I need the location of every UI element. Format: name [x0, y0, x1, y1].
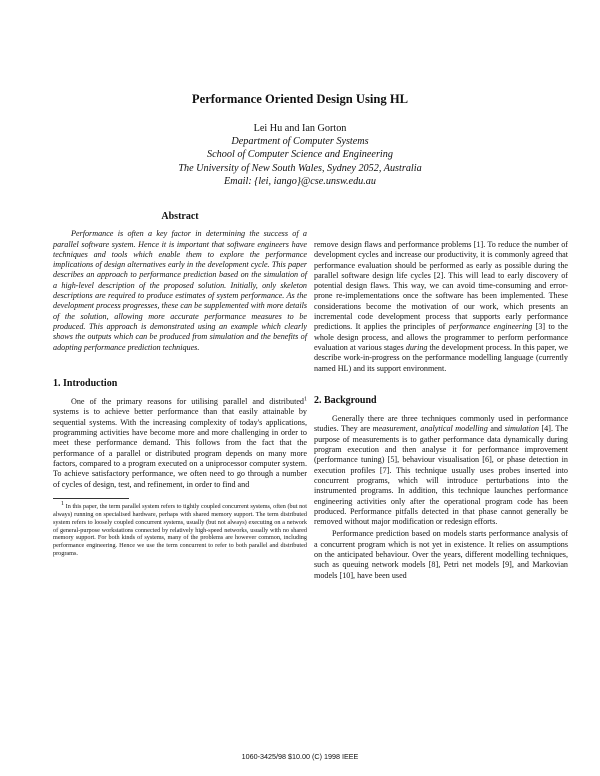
bg1-text-d: [4]. The purpose of measurements is to gather performance data dynamically during program execution and then analyse it for performance improvement (performance tuning) [5], behaviour visualisation [6], or phase detection in execution profiles [7]. This technique usually uses probes inserted into concurrent programs, which will introduce perturbations into the instrumented programs. In addition, this technique launches performance engineering activities only after the operational program code has been produced. Performance pitfalls detected in that phase cannot generally be removed without major modification or redesign efforts. — [314, 424, 568, 527]
intro-text-a: One of the primary reasons for utilising parallel and distributed — [71, 397, 304, 407]
footnote-text: In this paper, the term parallel system refers to tightly coupled concurrent systems, often (but not always) running on specialised hardware, perhaps with shared memory support. The term distributed system refers to loosely coupled concurrent systems, usually (but not always) executing on a network of general-purpose workstations connected by relatively high-speed networks, usually with no shared memory support. For both kinds of systems, many of the problems are however common, including performance engineering. Hence we use the term concurrent to refer to both parallel and distributed programs. — [53, 502, 307, 558]
cont-emphasis-2: during — [405, 342, 428, 352]
abstract-text: Performance is often a key factor in determining the success of a parallel software system. Hence it is important that software engineers have techniques and tools which enable them to explore the performance implications of design alternatives early in the development cycle. This paper describes an approach to performance prediction based on the simulation of a high-level description of the proposed solution. Initially, only skeleton descriptions are required to produce estimates of system performance. As the development process progresses, these can be supplemented with more details of the solution, allowing more accurate performance measures to be produced. This approach is demonstrated using an example which clearly shows the outputs which can be produced from simulation and the benefits of adopting performance prediction techniques. — [53, 229, 307, 352]
bg1-em-analytical: analytical modelling — [420, 424, 488, 434]
author-block — [0, 122, 600, 188]
left-column — [53, 212, 307, 558]
continued-paragraph — [314, 240, 568, 374]
intro-text-b: systems is to achieve better performance than that easily attainable by sequential systems. With the increasing complexity of today's applications, programming activities have become more and more challenging in order to meet these performance demand. This follows from the fact that the performance of a parallel or distributed program depends on many more factors, compared to a program executed on a uniprocessor computer system. To achieve satisfactory performance, we often need to go through a number of cycles of design, test, and refinement, in order to find and — [53, 407, 307, 489]
author-department: Department of Computer Systems — [231, 136, 369, 148]
background-paragraph-1 — [314, 414, 568, 527]
abstract-heading: Abstract — [161, 211, 199, 222]
author-school: School of Computer Science and Engineering — [207, 149, 393, 161]
footnote-mark: 1 — [61, 500, 64, 507]
paper-title: Performance Oriented Design Using HL — [191, 92, 409, 106]
cont-text-b: [3] to the whole design process, and allows the programmer to perform performance evaluation at various stages — [314, 322, 568, 352]
page-footer: 1060-3425/98 $10.00 (C) 1998 IEEE — [241, 752, 359, 761]
author-email: Email: {lei, iango}@cse.unsw.edu.au — [223, 175, 376, 187]
author-names: Lei Hu and Ian Gorton — [253, 123, 347, 134]
bg1-em-simulation: simulation — [504, 424, 539, 434]
introduction-paragraph — [53, 397, 307, 490]
cont-emphasis-1: performance engineering — [448, 322, 533, 332]
footnote — [53, 500, 307, 558]
footnote-rule — [53, 498, 129, 499]
introduction-heading: 1. Introduction — [53, 377, 118, 389]
background-paragraph-2: Performance prediction based on models starts performance analysis of a concurrent program which is not yet in existence. It relies on assumptions on the anticipated behaviour. Over the years, different modelling techniques, such as queuing network models [8], Petri net models [9], and Markovian models [10], have been used — [314, 529, 568, 580]
bg1-text-a: Generally there are three techniques commonly used in performance studies. They are — [314, 414, 568, 434]
cont-text-c: the development process. In this paper, we describe work-in-progress on the performance modelling language (currently named HL) and its support environment. — [314, 342, 568, 373]
right-column — [314, 240, 568, 583]
background-heading: 2. Background — [314, 394, 377, 406]
author-university: The University of New South Wales, Sydney 2052, Australia — [178, 162, 422, 174]
bg1-em-measurement: measurement — [372, 424, 416, 434]
cont-text-a: remove design flaws and performance problems [1]. To reduce the number of development cycles and increase our productivity, it is commonly agreed that performance evaluation should be performed as early as possible during the parallel software design life cycles [2]. This will lead to early discovery of potential design flaws. This way, we can avoid time-consuming and error-prone re-implementations once the software has been implemented. These considerations become the motivation of our work, which presents an incremental code development process that supports early performance predictions. It applies the principles of — [314, 240, 568, 332]
bg1-text-c: and — [487, 424, 505, 434]
footnote-ref: 1 — [304, 396, 307, 403]
bg1-text-b: , — [415, 424, 421, 434]
